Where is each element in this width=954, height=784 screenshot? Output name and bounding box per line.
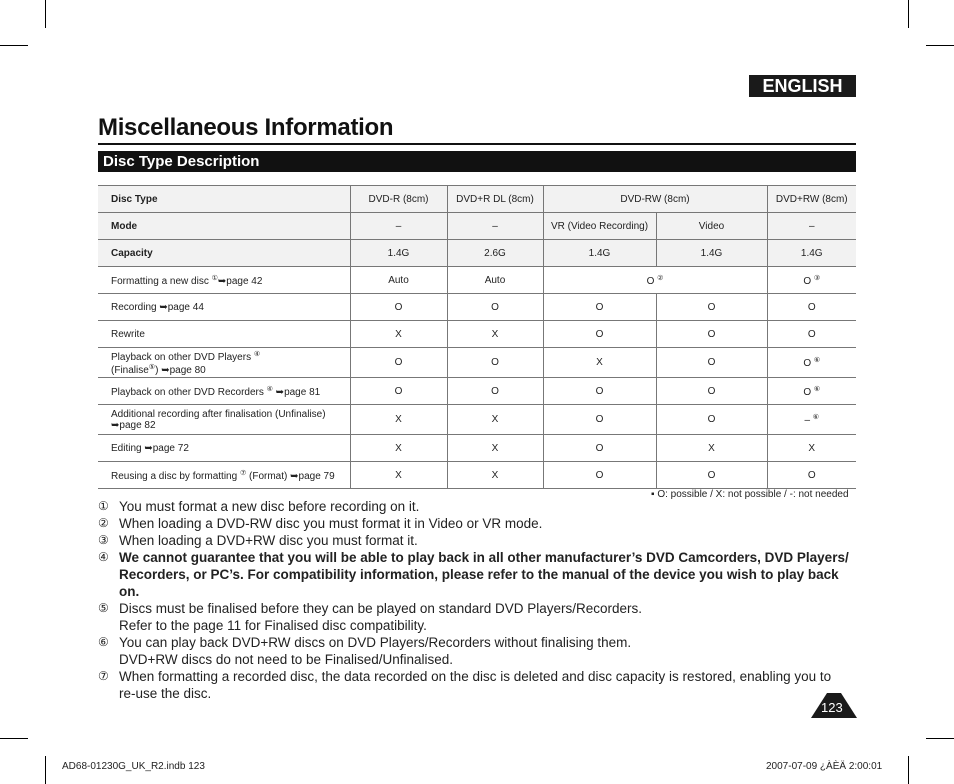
footnote-mark: ⑤ [148, 363, 156, 371]
page-ref: ➥page 44 [159, 301, 204, 313]
table-row-formatting [98, 267, 856, 294]
row-label: (Finalise [111, 364, 149, 376]
crop-mark [45, 0, 46, 28]
footnote-number: ③ [98, 533, 109, 547]
footnote-mark: ② [657, 274, 664, 282]
table-cell [98, 294, 350, 321]
footnote-mark: ④ [253, 350, 261, 358]
table-legend: ▪ O: possible / X: not possible / -: not needed [651, 489, 849, 500]
crop-mark [926, 45, 954, 46]
row-label-line [111, 363, 346, 376]
footnote [98, 549, 856, 600]
row-label: Reusing a disc by formatting [111, 470, 240, 482]
footer-file-name: AD68-01230G_UK_R2.indb 123 [62, 761, 205, 772]
table-cell: O [350, 294, 447, 321]
footnote-number: ⑦ [98, 669, 109, 683]
footnote-text: re-use the disc. [119, 686, 212, 701]
table-cell: O [447, 348, 543, 378]
table-header-cell: DVD-RW (8cm) [543, 186, 767, 213]
table-cell: O [656, 348, 767, 378]
footnote [98, 600, 856, 634]
table-cell [98, 435, 350, 462]
footnote-text: Recorders, or PC’s. For compatibility information, please refer to the manual of the device you wish to play back on. [119, 567, 839, 599]
footnote-text: You can play back DVD+RW discs on DVD Players/Recorders without finalising them. [119, 635, 632, 650]
table-cell [98, 462, 350, 489]
footnotes [98, 498, 856, 702]
table-row-additional-recording [98, 405, 856, 435]
table-cell: O [656, 321, 767, 348]
footnote-text: When formatting a recorded disc, the data recorded on the disc is deleted and disc capacity is restored, enabling you to [119, 669, 832, 684]
cell-value: – [804, 415, 810, 426]
footnote [98, 532, 856, 549]
table-cell: X [350, 435, 447, 462]
crop-mark [0, 738, 28, 739]
footnote-text: Refer to the page 11 for Finalised disc compatibility. [119, 618, 427, 633]
row-label-line [111, 350, 346, 363]
table-cell: O [656, 294, 767, 321]
table-cell: 1.4G [656, 240, 767, 267]
row-label: Playback on other DVD Recorders [111, 386, 267, 398]
table-cell: O [543, 435, 656, 462]
table-row-playback-recorders [98, 378, 856, 405]
table-cell: O [447, 378, 543, 405]
table-cell: X [543, 348, 656, 378]
table-cell: O [543, 462, 656, 489]
page-ref: ➥page 80 [161, 364, 206, 376]
crop-mark [908, 756, 909, 784]
footnote-number: ① [98, 499, 109, 513]
table-cell: X [447, 435, 543, 462]
table-header-cell: DVD-R (8cm) [350, 186, 447, 213]
table-cell: Video [656, 213, 767, 240]
table-cell: X [767, 435, 856, 462]
table-row-editing [98, 435, 856, 462]
row-label: Additional recording after finalisation (Unfinalise) [111, 408, 326, 420]
footnote-number: ④ [98, 550, 109, 564]
table-header-cell: Disc Type [98, 186, 350, 213]
table-cell: Rewrite [98, 321, 350, 348]
table-cell: O [656, 462, 767, 489]
table-cell: 2.6G [447, 240, 543, 267]
row-label: Formatting a new disc [111, 275, 212, 287]
crop-mark [0, 45, 28, 46]
row-label: Playback on other DVD Players [111, 351, 254, 363]
table-cell: 1.4G [767, 240, 856, 267]
crop-mark [908, 0, 909, 28]
table-row-playback-players [98, 348, 856, 378]
footnote-mark: ③ [813, 274, 821, 282]
table-cell [767, 267, 856, 294]
footnote-number: ⑥ [98, 635, 109, 649]
page-number [811, 691, 857, 718]
table-cell [98, 348, 350, 378]
table-cell: O [656, 405, 767, 435]
table-cell [767, 378, 856, 405]
footnote-text: You must format a new disc before recording on it. [119, 499, 420, 514]
table-cell [767, 405, 856, 435]
footnote-text: Discs must be finalised before they can be played on standard DVD Players/Recorders. [119, 601, 643, 616]
table-row-capacity [98, 240, 856, 267]
table-cell: Auto [350, 267, 447, 294]
table-cell: X [350, 321, 447, 348]
section-title: Disc Type Description [98, 151, 856, 172]
row-label: ) [155, 364, 162, 376]
row-label: Recording [111, 301, 160, 313]
table-cell: O [543, 294, 656, 321]
table-cell: O [543, 378, 656, 405]
row-label: (Format) [246, 470, 291, 482]
table-cell: VR (Video Recording) [543, 213, 656, 240]
table-cell: 1.4G [350, 240, 447, 267]
table-cell: O [350, 348, 447, 378]
table-cell: X [447, 462, 543, 489]
footnote-mark: ④ [266, 385, 273, 393]
table-row-recording [98, 294, 856, 321]
table-cell: O [350, 378, 447, 405]
table-row-reusing [98, 462, 856, 489]
cell-value: O [803, 358, 812, 369]
footnote-text: DVD+RW discs do not need to be Finalised/Unfinalised. [119, 652, 454, 667]
table-cell: O [767, 321, 856, 348]
cell-value: O [646, 275, 655, 287]
table-cell: O [767, 294, 856, 321]
table-cell [98, 405, 350, 435]
table-cell: O [656, 378, 767, 405]
page-ref: ➥page 42 [217, 275, 263, 287]
table-cell [767, 348, 856, 378]
table-cell: O [543, 321, 656, 348]
footnote [98, 498, 856, 515]
table-cell [543, 267, 767, 294]
language-badge: ENGLISH [749, 75, 856, 97]
table-cell: O [767, 462, 856, 489]
footnote-mark: ⑥ [812, 414, 820, 421]
crop-mark [45, 756, 46, 784]
disc-type-table [98, 185, 856, 489]
footnote-mark: ⑥ [813, 385, 821, 393]
footnote-mark: ⑥ [813, 357, 821, 364]
table-cell: X [350, 405, 447, 435]
row-label: Editing [111, 442, 145, 454]
footnote-text: When loading a DVD-RW disc you must format it in Video or VR mode. [119, 516, 543, 531]
table-cell: – [447, 213, 543, 240]
table-cell: X [447, 405, 543, 435]
table-header-cell: DVD+RW (8cm) [767, 186, 856, 213]
table-header-row [98, 186, 856, 213]
page-ref: ➥page 72 [144, 442, 189, 454]
footnote-number: ② [98, 516, 109, 530]
page-ref: ➥page 81 [272, 386, 321, 398]
footnote-text: We cannot guarantee that you will be able to play back in all other manufacturer’s DVD Camcorders, DVD Players/ [119, 550, 849, 565]
table-row-rewrite [98, 321, 856, 348]
footnote-mark: ① [211, 274, 218, 282]
footnote [98, 668, 856, 702]
table-cell: Mode [98, 213, 350, 240]
page-title: Miscellaneous Information [98, 114, 394, 141]
table-cell: Capacity [98, 240, 350, 267]
footnote-mark: ⑦ [239, 469, 247, 477]
footnote-text: When loading a DVD+RW disc you must format it. [119, 533, 418, 548]
table-header-cell: DVD+R DL (8cm) [447, 186, 543, 213]
footnote [98, 634, 856, 668]
table-cell [98, 267, 350, 294]
title-divider [98, 143, 856, 145]
footnote-number: ⑤ [98, 601, 109, 615]
footnote [98, 515, 856, 532]
table-cell: X [656, 435, 767, 462]
table-cell [98, 378, 350, 405]
table-cell: O [543, 405, 656, 435]
table-cell: X [350, 462, 447, 489]
cell-value: O [803, 386, 812, 398]
cell-value: O [803, 275, 812, 287]
footer-timestamp: 2007-07-09 ¿ÀÈÄ 2:00:01 [766, 761, 883, 772]
page-ref: ➥page 79 [290, 470, 335, 482]
crop-mark [926, 738, 954, 739]
page-ref: ➥page 82 [111, 419, 156, 431]
table-cell: 1.4G [543, 240, 656, 267]
table-cell: Auto [447, 267, 543, 294]
table-cell: X [447, 321, 543, 348]
table-cell: – [350, 213, 447, 240]
page-number-text: 123 [821, 700, 843, 715]
table-row-mode [98, 213, 856, 240]
table-cell: – [767, 213, 856, 240]
table-cell: O [447, 294, 543, 321]
